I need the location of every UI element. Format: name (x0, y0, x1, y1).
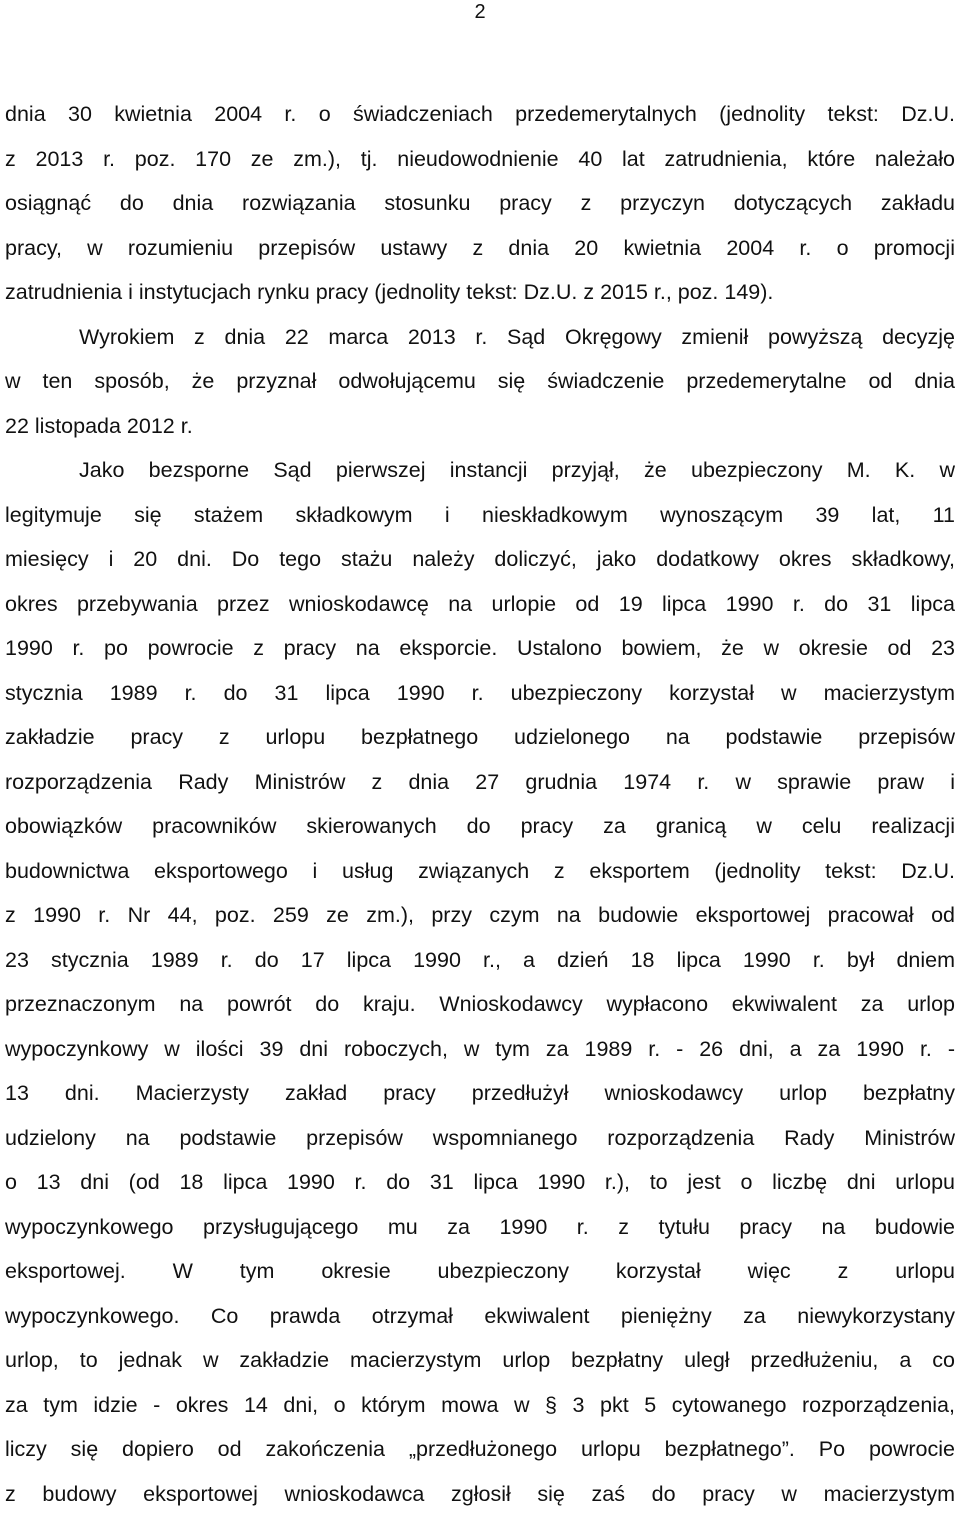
text-line: w ten sposób, że przyznał odwołującemu się świadczenie przedemerytalne od dnia (5, 359, 955, 404)
text-line: 22 listopada 2012 r. (5, 404, 955, 449)
text-line: wypoczynkowego przysługującego mu za 1990 r. z tytułu pracy na budowie (5, 1205, 955, 1250)
text-line: zakładzie pracy z urlopu bezpłatnego udzielonego na podstawie przepisów (5, 715, 955, 760)
text-line: 13 dni. Macierzysty zakład pracy przedłużył wnioskodawcy urlop bezpłatny (5, 1071, 955, 1116)
page-number: 2 (0, 2, 960, 22)
text-line: wypoczynkowy w ilości 39 dni roboczych, w tym za 1989 r. - 26 dni, a za 1990 r. - (5, 1027, 955, 1072)
document-body (5, 92, 955, 1516)
text-line: budownictwa eksportowego i usług związanych z eksportem (jednolity tekst: Dz.U. (5, 849, 955, 894)
text-line: Jako bezsporne Sąd pierwszej instancji przyjął, że ubezpieczony M. K. w (5, 448, 955, 493)
text-line: wypoczynkowego. Co prawda otrzymał ekwiwalent pieniężny za niewykorzystany (5, 1294, 955, 1339)
text-line: zatrudnienia i instytucjach rynku pracy (jednolity tekst: Dz.U. z 2015 r., poz. 149). (5, 270, 955, 315)
text-line: pracy, w rozumieniu przepisów ustawy z dnia 20 kwietnia 2004 r. o promocji (5, 226, 955, 271)
text-line: okres przebywania przez wnioskodawcę na urlopie od 19 lipca 1990 r. do 31 lipca (5, 582, 955, 627)
text-line: miesięcy i 20 dni. Do tego stażu należy doliczyć, jako dodatkowy okres składkowy, (5, 537, 955, 582)
text-line: z 1990 r. Nr 44, poz. 259 ze zm.), przy czym na budowie eksportowej pracował od (5, 893, 955, 938)
text-line: o 13 dni (od 18 lipca 1990 r. do 31 lipca 1990 r.), to jest o liczbę dni urlopu (5, 1160, 955, 1205)
text-line: z 2013 r. poz. 170 ze zm.), tj. nieudowodnienie 40 lat zatrudnienia, które należało (5, 137, 955, 182)
text-line: obowiązków pracowników skierowanych do pracy za granicą w celu realizacji (5, 804, 955, 849)
text-line: 1990 r. po powrocie z pracy na eksporcie. Ustalono bowiem, że w okresie od 23 (5, 626, 955, 671)
text-line: za tym idzie - okres 14 dni, o którym mowa w § 3 pkt 5 cytowanego rozporządzenia, (5, 1383, 955, 1428)
text-line: stycznia 1989 r. do 31 lipca 1990 r. ubezpieczony korzystał w macierzystym (5, 671, 955, 716)
text-line: z budowy eksportowej wnioskodawca zgłosił się zaś do pracy w macierzystym (5, 1472, 955, 1516)
text-line: rozporządzenia Rady Ministrów z dnia 27 grudnia 1974 r. w sprawie praw i (5, 760, 955, 805)
text-line: udzielony na podstawie przepisów wspomnianego rozporządzenia Rady Ministrów (5, 1116, 955, 1161)
text-line: osiągnąć do dnia rozwiązania stosunku pracy z przyczyn dotyczących zakładu (5, 181, 955, 226)
text-line: liczy się dopiero od zakończenia „przedłużonego urlopu bezpłatnego”. Po powrocie (5, 1427, 955, 1472)
text-line: 23 stycznia 1989 r. do 17 lipca 1990 r., a dzień 18 lipca 1990 r. był dniem (5, 938, 955, 983)
text-line: dnia 30 kwietnia 2004 r. o świadczeniach przedemerytalnych (jednolity tekst: Dz.U. (5, 92, 955, 137)
text-line: przeznaczonym na powrót do kraju. Wnioskodawcy wypłacono ekwiwalent za urlop (5, 982, 955, 1027)
text-line: Wyrokiem z dnia 22 marca 2013 r. Sąd Okręgowy zmienił powyższą decyzję (5, 315, 955, 360)
text-line: legitymuje się stażem składkowym i nieskładkowym wynoszącym 39 lat, 11 (5, 493, 955, 538)
text-line: eksportowej. W tym okresie ubezpieczony korzystał więc z urlopu (5, 1249, 955, 1294)
text-line: urlop, to jednak w zakładzie macierzystym urlop bezpłatny uległ przedłużeniu, a co (5, 1338, 955, 1383)
